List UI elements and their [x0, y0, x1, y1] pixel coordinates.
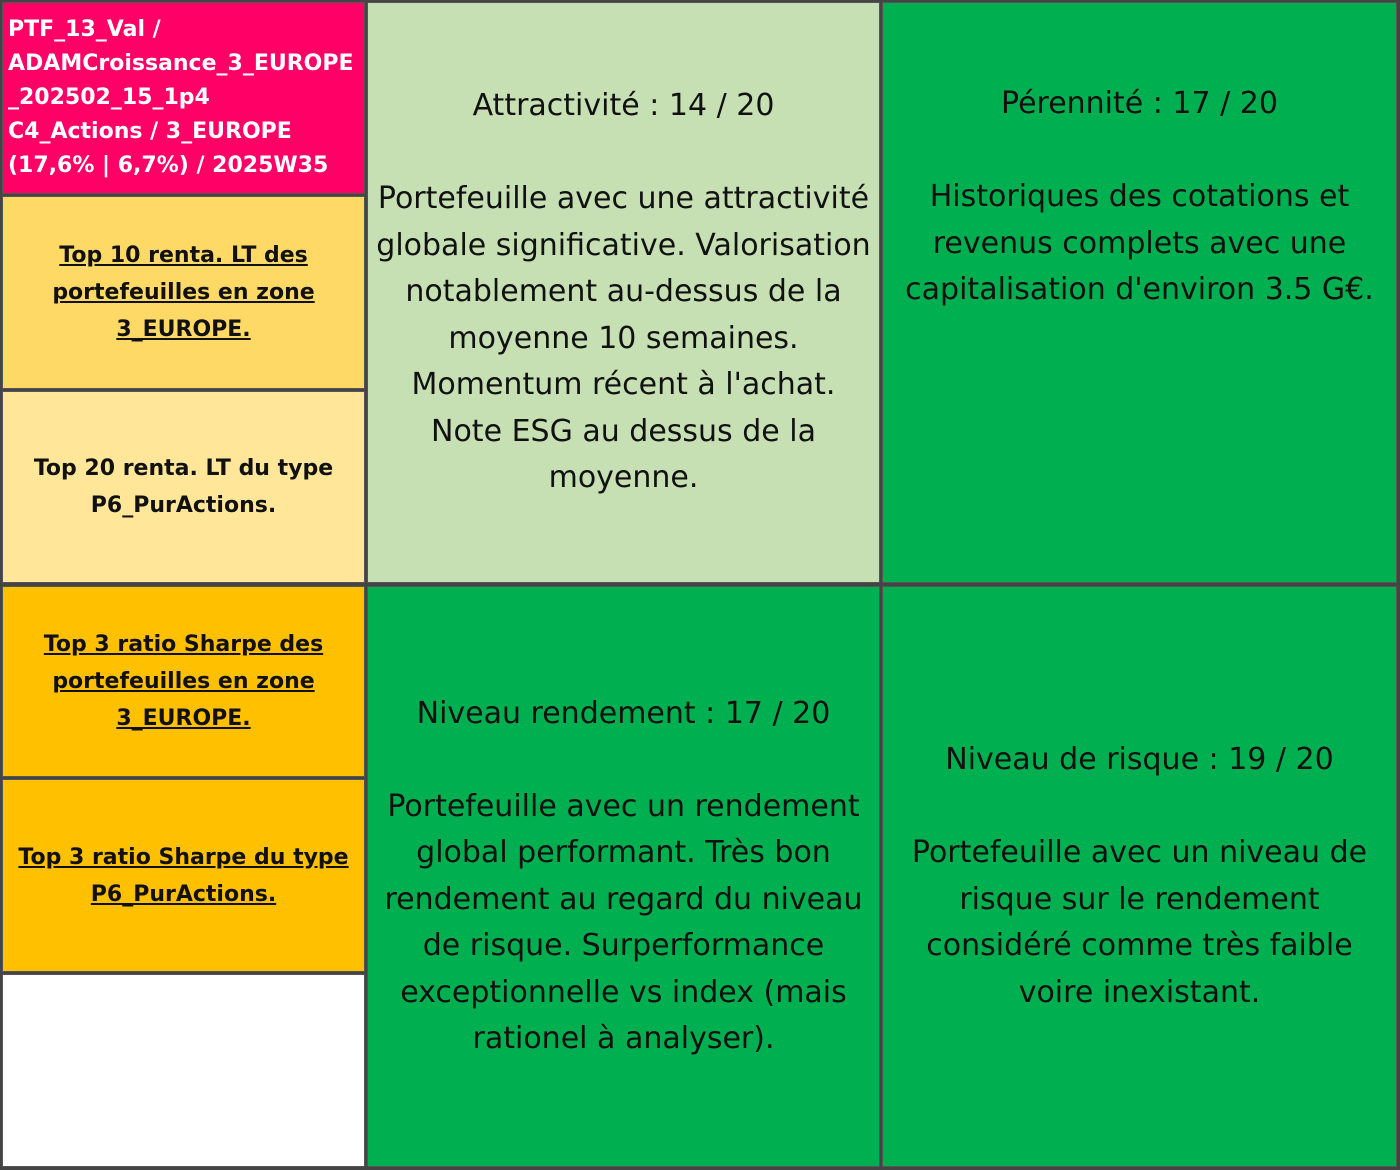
perennite-cell	[882, 2, 1397, 583]
perennite-title: Pérennité : 17 / 20	[1001, 86, 1278, 122]
top3-sharpe-type-link[interactable]: Top 3 ratio Sharpe du type P6_PurActions.	[18, 844, 349, 907]
top20-type-label: Top 20 renta. LT du type P6_PurActions.	[33, 456, 334, 518]
top3-sharpe-type-cell[interactable]	[2, 779, 365, 972]
top3-sharpe-zone-cell[interactable]	[2, 586, 365, 777]
top10-zone-link[interactable]: Top 10 renta. LT des portefeuilles en zone 3_EUROPE.	[52, 243, 315, 342]
attractivite-cell	[367, 2, 880, 583]
attractivite-description: Portefeuille avec une attractivité globale significative. Valorisation notablement au-dessus de la moyenne 10 semaines. Momentum récent à l'achat. Note ESG au dessus de la moyenne.	[376, 181, 871, 496]
risque-title: Niveau de risque : 19 / 20	[945, 742, 1334, 777]
top3-sharpe-zone-link[interactable]: Top 3 ratio Sharpe des portefeuilles en zone 3_EUROPE.	[43, 632, 324, 731]
rendement-title: Niveau rendement : 17 / 20	[416, 695, 831, 731]
risque-cell	[882, 586, 1397, 1167]
top10-zone-cell[interactable]	[2, 196, 365, 389]
attractivite-title: Attractivité : 14 / 20	[472, 88, 775, 124]
rendement-description: Portefeuille avec un rendement global performant. Très bon rendement au regard du niveau de risque. Surperformance exceptionnelle vs index (mais rationel à analyser).	[384, 788, 863, 1056]
empty-cell	[2, 974, 365, 1167]
rendement-cell	[367, 586, 880, 1167]
perennite-description: Historiques des cotations et revenus complets avec une capitalisation d'environ 3.5 G€.	[905, 179, 1374, 308]
portfolio-header: PTF_13_Val / ADAMCroissance_3_EUROPE _202502_15_1p4 C4_Actions / 3_EUROPE (17,6% | 6,7%) / 2025W35	[8, 17, 354, 178]
portfolio-header-cell	[2, 2, 365, 194]
risque-description: Portefeuille avec un niveau de risque sur le rendement considéré comme très faible voire inexistant.	[911, 835, 1368, 1010]
top20-type-cell	[2, 391, 365, 583]
